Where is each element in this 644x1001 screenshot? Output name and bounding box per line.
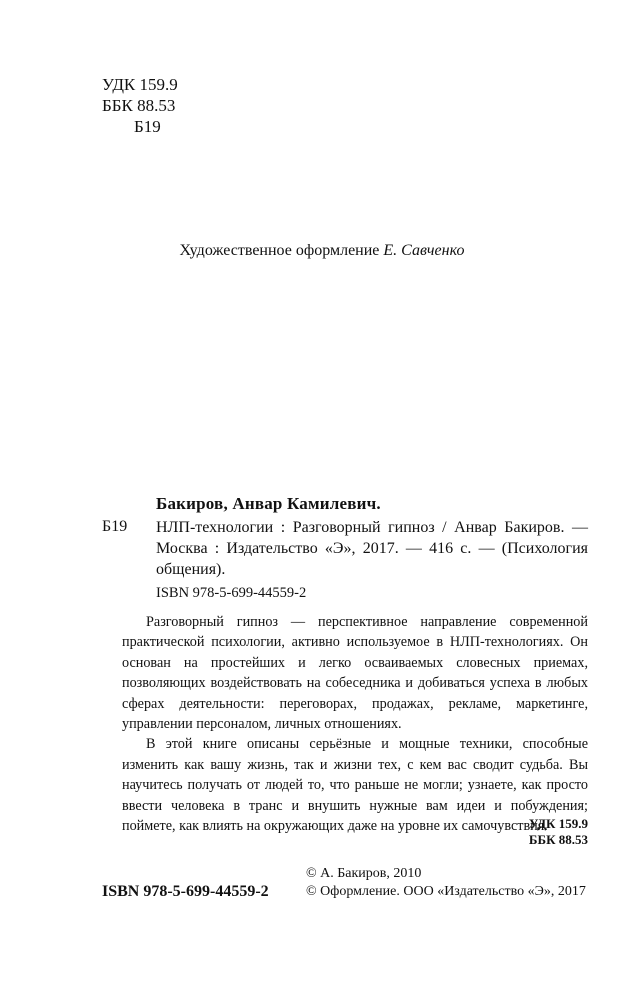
bibliographic-description: НЛП-технологии : Разговорный гипноз / Анвар Бакиров. — Москва : Издательство «Э», 2017. — 416 с. — (Психология общения). [156, 519, 588, 578]
bottom-classification [529, 816, 588, 848]
annotation [122, 612, 588, 836]
bottom-udk: УДК 159.9 [528, 816, 588, 831]
classification-block [102, 74, 178, 137]
copyright-block [306, 865, 586, 901]
art-credit-label: Художественное оформление [179, 242, 380, 259]
udk-code: УДК 159.9 [102, 75, 178, 94]
annotation-paragraph: Разговорный гипноз — перспективное направление современной практической психологии, активно используемое в НЛП-технологиях. Он основан на простейших и легко осваиваемых словесных приемах, позволяющих воздействовать на собеседника и добиваться успеха в любых сферах деятельности: переговорах, продажах, рекламе, маркетинге, управлении персоналом, личных отношениях. [122, 614, 588, 733]
bottom-bbk: ББК 88.53 [528, 832, 588, 847]
author-heading: Бакиров, Анвар Камилевич. [156, 494, 381, 513]
copyright-author: © А. Бакиров, 2010 [306, 866, 422, 881]
author-sign: Б19 [134, 117, 161, 136]
art-credit-name: Е. Савченко [383, 242, 465, 259]
bbk-code: ББК 88.53 [102, 96, 176, 115]
copyright-design: © Оформление. ООО «Издательство «Э», 2017 [306, 884, 586, 899]
footer-isbn: ISBN 978-5-699-44559-2 [102, 883, 269, 900]
bib-author-sign: Б19 [102, 518, 128, 535]
art-credit [0, 242, 644, 260]
annotation-paragraph: В этой книге описаны серьёзные и мощные техники, способные изменить как вашу жизнь, так и жизни тех, с кем вас сводит судьба. Вы научитесь получать от людей то, что раньше не могли; узнаете, как просто ввести человека в транс и внушить нужные вам идеи и побуждения; поймете, как влиять на окружающих даже на уровне их самочувствия. [122, 736, 588, 835]
bib-isbn: ISBN 978-5-699-44559-2 [156, 585, 307, 601]
